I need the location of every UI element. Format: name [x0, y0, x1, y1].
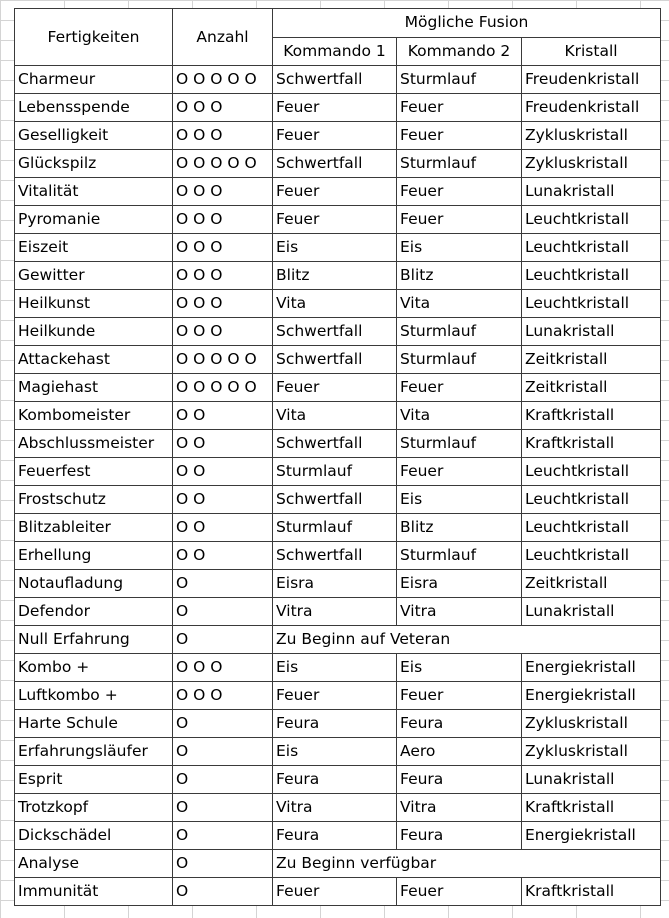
- cell-command-1[interactable]: Feura: [273, 822, 397, 850]
- cell-command-2[interactable]: Vita: [397, 290, 522, 318]
- cell-command-1[interactable]: Schwertfall: [273, 430, 397, 458]
- cell-crystal[interactable]: Zykluskristall: [522, 122, 661, 150]
- cell-count[interactable]: O: [173, 710, 273, 738]
- header-count[interactable]: Anzahl: [173, 9, 273, 66]
- cell-crystal[interactable]: Leuchtkristall: [522, 234, 661, 262]
- cell-skill[interactable]: Kombo +: [15, 654, 173, 682]
- cell-command-1[interactable]: Schwertfall: [273, 542, 397, 570]
- cell-command-2[interactable]: Eisra: [397, 570, 522, 598]
- cell-crystal[interactable]: Energiekristall: [522, 822, 661, 850]
- cell-command-1[interactable]: Eis: [273, 738, 397, 766]
- cell-command-2[interactable]: Vitra: [397, 794, 522, 822]
- cell-command-1[interactable]: Schwertfall: [273, 346, 397, 374]
- cell-command-1[interactable]: Feuer: [273, 94, 397, 122]
- cell-count[interactable]: O O: [173, 486, 273, 514]
- cell-skill[interactable]: Lebensspende: [15, 94, 173, 122]
- cell-skill[interactable]: Trotzkopf: [15, 794, 173, 822]
- cell-command-1[interactable]: Schwertfall: [273, 318, 397, 346]
- cell-command-2[interactable]: Feura: [397, 766, 522, 794]
- cell-count[interactable]: O O O: [173, 206, 273, 234]
- cell-skill[interactable]: Feuerfest: [15, 458, 173, 486]
- cell-command-1[interactable]: Feuer: [273, 178, 397, 206]
- cell-command-2[interactable]: Feuer: [397, 94, 522, 122]
- cell-count[interactable]: O O O O O: [173, 374, 273, 402]
- cell-command-2[interactable]: Feuer: [397, 178, 522, 206]
- header-crystal[interactable]: Kristall: [522, 37, 661, 66]
- header-command-1[interactable]: Kommando 1: [273, 37, 397, 66]
- cell-command-1[interactable]: Feuer: [273, 122, 397, 150]
- table-row: [15, 738, 661, 766]
- cell-command-1[interactable]: Sturmlauf: [273, 458, 397, 486]
- cell-skill[interactable]: Blitzableiter: [15, 514, 173, 542]
- table-row: [15, 206, 661, 234]
- cell-command-2[interactable]: Feuer: [397, 878, 522, 906]
- table-row: [15, 878, 661, 906]
- table-row: [15, 794, 661, 822]
- cell-crystal[interactable]: Kraftkristall: [522, 402, 661, 430]
- table-row: [15, 598, 661, 626]
- table-row: [15, 94, 661, 122]
- skill-fusion-table: [14, 8, 661, 906]
- cell-skill[interactable]: Kombomeister: [15, 402, 173, 430]
- table-row: [15, 178, 661, 206]
- cell-skill[interactable]: Glückspilz: [15, 150, 173, 178]
- cell-command-2[interactable]: Vitra: [397, 598, 522, 626]
- cell-command-2[interactable]: Feuer: [397, 458, 522, 486]
- cell-count[interactable]: O O: [173, 514, 273, 542]
- cell-skill[interactable]: Harte Schule: [15, 710, 173, 738]
- cell-crystal[interactable]: Zeitkristall: [522, 346, 661, 374]
- cell-skill[interactable]: Charmeur: [15, 66, 173, 94]
- cell-command-1[interactable]: Blitz: [273, 262, 397, 290]
- table-row: [15, 822, 661, 850]
- cell-skill[interactable]: Heilkunde: [15, 318, 173, 346]
- cell-command-1[interactable]: Feuer: [273, 374, 397, 402]
- cell-count[interactable]: O O O O O: [173, 150, 273, 178]
- table-row: [15, 290, 661, 318]
- cell-command-2[interactable]: Sturmlauf: [397, 430, 522, 458]
- table-body: [15, 66, 661, 906]
- cell-crystal[interactable]: Lunakristall: [522, 766, 661, 794]
- cell-command-1[interactable]: Schwertfall: [273, 150, 397, 178]
- cell-skill[interactable]: Analyse: [15, 850, 173, 878]
- cell-command-1[interactable]: Sturmlauf: [273, 514, 397, 542]
- cell-count[interactable]: O: [173, 738, 273, 766]
- cell-count[interactable]: O O: [173, 430, 273, 458]
- cell-skill[interactable]: Notaufladung: [15, 570, 173, 598]
- cell-command-2[interactable]: Blitz: [397, 514, 522, 542]
- cell-crystal[interactable]: Energiekristall: [522, 682, 661, 710]
- cell-count[interactable]: O O O O O: [173, 346, 273, 374]
- cell-count[interactable]: O: [173, 878, 273, 906]
- cell-command-2[interactable]: Feuer: [397, 122, 522, 150]
- table-header: [15, 9, 661, 66]
- table-row: [15, 374, 661, 402]
- cell-command-1[interactable]: Vita: [273, 402, 397, 430]
- cell-command-1[interactable]: Schwertfall: [273, 486, 397, 514]
- cell-count[interactable]: O O O: [173, 290, 273, 318]
- cell-crystal[interactable]: Lunakristall: [522, 178, 661, 206]
- table-row: [15, 710, 661, 738]
- cell-command-2[interactable]: Eis: [397, 234, 522, 262]
- cell-command-2[interactable]: Feura: [397, 710, 522, 738]
- cell-skill[interactable]: Gewitter: [15, 262, 173, 290]
- table-row: [15, 346, 661, 374]
- cell-command-1[interactable]: Feura: [273, 710, 397, 738]
- cell-skill[interactable]: Frostschutz: [15, 486, 173, 514]
- table-row: [15, 66, 661, 94]
- cell-command-2[interactable]: Sturmlauf: [397, 66, 522, 94]
- cell-crystal[interactable]: Zeitkristall: [522, 374, 661, 402]
- cell-crystal[interactable]: Kraftkristall: [522, 430, 661, 458]
- table-row: [15, 654, 661, 682]
- cell-crystal[interactable]: Leuchtkristall: [522, 290, 661, 318]
- cell-command-1[interactable]: Vitra: [273, 598, 397, 626]
- table-row: [15, 514, 661, 542]
- cell-command-2[interactable]: Sturmlauf: [397, 318, 522, 346]
- table-row: [15, 430, 661, 458]
- cell-crystal[interactable]: Leuchtkristall: [522, 206, 661, 234]
- cell-count[interactable]: O O O: [173, 122, 273, 150]
- cell-skill[interactable]: Luftkombo +: [15, 682, 173, 710]
- cell-crystal[interactable]: Kraftkristall: [522, 794, 661, 822]
- cell-crystal[interactable]: Leuchtkristall: [522, 486, 661, 514]
- cell-crystal[interactable]: Leuchtkristall: [522, 514, 661, 542]
- cell-crystal[interactable]: Energiekristall: [522, 654, 661, 682]
- cell-count[interactable]: O: [173, 822, 273, 850]
- cell-skill[interactable]: Erhellung: [15, 542, 173, 570]
- cell-command-2[interactable]: Feuer: [397, 374, 522, 402]
- cell-command-1[interactable]: Eis: [273, 654, 397, 682]
- cell-command-2[interactable]: Eis: [397, 486, 522, 514]
- cell-skill[interactable]: Eiszeit: [15, 234, 173, 262]
- cell-skill[interactable]: Erfahrungsläufer: [15, 738, 173, 766]
- cell-count[interactable]: O O O: [173, 682, 273, 710]
- cell-skill[interactable]: Heilkunst: [15, 290, 173, 318]
- cell-skill[interactable]: Geselligkeit: [15, 122, 173, 150]
- cell-crystal[interactable]: Zykluskristall: [522, 738, 661, 766]
- cell-crystal[interactable]: Leuchtkristall: [522, 542, 661, 570]
- table-row: [15, 318, 661, 346]
- table-row: [15, 402, 661, 430]
- cell-command-2[interactable]: Feuer: [397, 206, 522, 234]
- cell-command-2[interactable]: Blitz: [397, 262, 522, 290]
- cell-command-2[interactable]: Sturmlauf: [397, 542, 522, 570]
- table-row: [15, 766, 661, 794]
- cell-skill[interactable]: Defendor: [15, 598, 173, 626]
- table-row: [15, 122, 661, 150]
- table-row: [15, 458, 661, 486]
- cell-command-1[interactable]: Feuer: [273, 878, 397, 906]
- table-row: [15, 850, 661, 878]
- cell-count[interactable]: O: [173, 598, 273, 626]
- cell-command-1[interactable]: Feura: [273, 766, 397, 794]
- cell-count[interactable]: O O: [173, 458, 273, 486]
- cell-note[interactable]: Zu Beginn verfügbar: [273, 850, 661, 878]
- cell-skill[interactable]: Magiehast: [15, 374, 173, 402]
- cell-skill[interactable]: Abschlussmeister: [15, 430, 173, 458]
- cell-skill[interactable]: Immunität: [15, 878, 173, 906]
- cell-count[interactable]: O: [173, 766, 273, 794]
- cell-command-1[interactable]: Eis: [273, 234, 397, 262]
- cell-command-2[interactable]: Eis: [397, 654, 522, 682]
- cell-count[interactable]: O O: [173, 402, 273, 430]
- table-row: [15, 682, 661, 710]
- cell-count[interactable]: O O O: [173, 318, 273, 346]
- cell-count[interactable]: O O O: [173, 234, 273, 262]
- cell-crystal[interactable]: Zykluskristall: [522, 710, 661, 738]
- cell-count[interactable]: O: [173, 570, 273, 598]
- cell-command-1[interactable]: Eisra: [273, 570, 397, 598]
- cell-skill[interactable]: Attackehast: [15, 346, 173, 374]
- cell-crystal[interactable]: Zykluskristall: [522, 150, 661, 178]
- cell-command-2[interactable]: Feura: [397, 822, 522, 850]
- table-row: [15, 262, 661, 290]
- cell-command-2[interactable]: Vita: [397, 402, 522, 430]
- header-fusion[interactable]: Mögliche Fusion: [273, 9, 661, 38]
- cell-crystal[interactable]: Lunakristall: [522, 598, 661, 626]
- cell-command-1[interactable]: Feuer: [273, 206, 397, 234]
- cell-note[interactable]: Zu Beginn auf Veteran: [273, 626, 661, 654]
- cell-skill[interactable]: Dickschädel: [15, 822, 173, 850]
- cell-command-2[interactable]: Sturmlauf: [397, 346, 522, 374]
- cell-count[interactable]: O: [173, 626, 273, 654]
- table-row: [15, 626, 661, 654]
- header-command-2[interactable]: Kommando 2: [397, 37, 522, 66]
- cell-count[interactable]: O: [173, 794, 273, 822]
- cell-command-1[interactable]: Schwertfall: [273, 66, 397, 94]
- header-skills[interactable]: Fertigkeiten: [15, 9, 173, 66]
- table-row: [15, 150, 661, 178]
- cell-count[interactable]: O O O: [173, 178, 273, 206]
- table-row: [15, 542, 661, 570]
- table-row: [15, 234, 661, 262]
- cell-crystal[interactable]: Leuchtkristall: [522, 262, 661, 290]
- cell-crystal[interactable]: Leuchtkristall: [522, 458, 661, 486]
- cell-crystal[interactable]: Kraftkristall: [522, 878, 661, 906]
- cell-count[interactable]: O O: [173, 542, 273, 570]
- cell-count[interactable]: O O O: [173, 94, 273, 122]
- cell-command-2[interactable]: Aero: [397, 738, 522, 766]
- cell-count[interactable]: O O O: [173, 262, 273, 290]
- cell-crystal[interactable]: Lunakristall: [522, 318, 661, 346]
- table-row: [15, 570, 661, 598]
- cell-crystal[interactable]: Zeitkristall: [522, 570, 661, 598]
- cell-command-2[interactable]: Sturmlauf: [397, 150, 522, 178]
- cell-command-1[interactable]: Vita: [273, 290, 397, 318]
- cell-crystal[interactable]: Freudenkristall: [522, 94, 661, 122]
- cell-count[interactable]: O O O O O: [173, 66, 273, 94]
- cell-count[interactable]: O O O: [173, 654, 273, 682]
- table-row: [15, 486, 661, 514]
- cell-crystal[interactable]: Freudenkristall: [522, 66, 661, 94]
- cell-command-1[interactable]: Feuer: [273, 682, 397, 710]
- cell-command-2[interactable]: Feuer: [397, 682, 522, 710]
- cell-count[interactable]: O: [173, 850, 273, 878]
- cell-skill[interactable]: Esprit: [15, 766, 173, 794]
- cell-skill[interactable]: Vitalität: [15, 178, 173, 206]
- cell-skill[interactable]: Null Erfahrung: [15, 626, 173, 654]
- cell-command-1[interactable]: Vitra: [273, 794, 397, 822]
- cell-skill[interactable]: Pyromanie: [15, 206, 173, 234]
